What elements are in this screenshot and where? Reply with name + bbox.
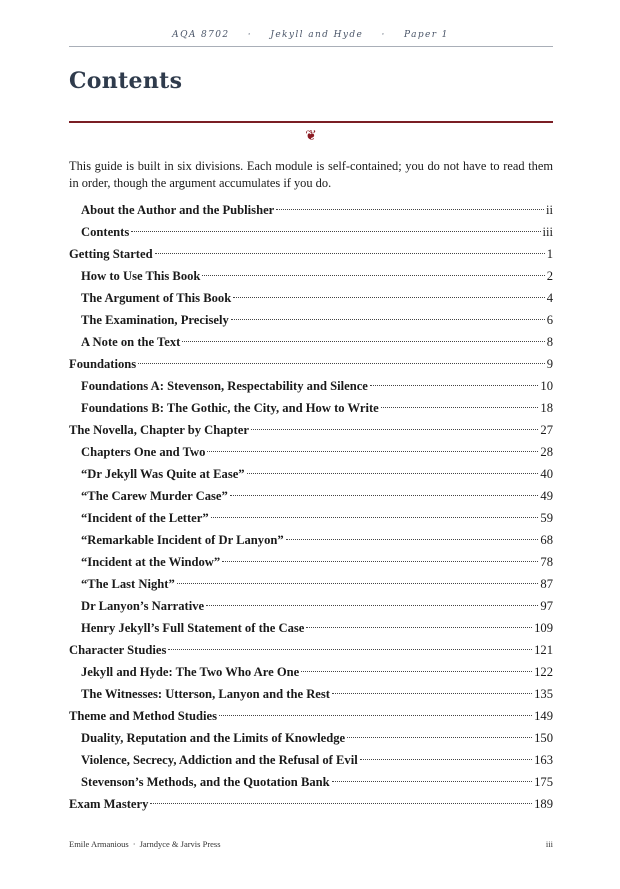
dot-leader	[286, 539, 539, 540]
footer-page-number: iii	[545, 839, 553, 849]
toc-page-number: 28	[540, 445, 553, 459]
toc-entry-title: The Argument of This Book	[81, 291, 232, 305]
toc-page-number: 49	[540, 489, 553, 503]
header-separator: ·	[381, 30, 386, 40]
toc-entry[interactable]	[69, 683, 553, 705]
dot-leader	[222, 561, 538, 562]
toc-page-number: iii	[542, 225, 553, 239]
toc-page-number: 122	[534, 665, 553, 679]
toc-entry-title: Character Studies	[69, 643, 167, 657]
toc-page-number: 189	[534, 797, 553, 811]
toc-page-number: 78	[540, 555, 553, 569]
dot-leader	[381, 407, 539, 408]
dot-leader	[251, 429, 538, 430]
toc-entry-title: Theme and Method Studies	[69, 709, 217, 723]
dot-leader	[168, 649, 532, 650]
toc-entry-title: “Incident at the Window”	[81, 555, 221, 569]
toc-entry-title: Jekyll and Hyde: The Two Who Are One	[81, 665, 300, 679]
toc-entry-title: Duality, Reputation and the Limits of Knowledge	[81, 731, 346, 745]
toc-entry-title: Getting Started	[69, 247, 153, 261]
header-rule	[69, 46, 553, 47]
toc-section-entry[interactable]	[69, 639, 553, 661]
dot-leader	[230, 495, 539, 496]
footer-credit	[69, 839, 221, 849]
toc-section-entry[interactable]	[69, 353, 553, 375]
toc-entry[interactable]	[69, 485, 553, 507]
dot-leader	[131, 231, 540, 232]
toc-entry[interactable]	[69, 441, 553, 463]
dot-leader	[219, 715, 532, 716]
toc-entry-title: Stevenson’s Methods, and the Quotation Bank	[81, 775, 330, 789]
toc-entry-title: “The Carew Murder Case”	[81, 489, 228, 503]
toc-entry[interactable]	[69, 573, 553, 595]
toc-entry-title: Foundations	[69, 357, 137, 371]
toc-entry[interactable]	[69, 661, 553, 683]
toc-entry[interactable]	[69, 529, 553, 551]
header-code: AQA 8702	[172, 30, 230, 40]
dot-leader	[332, 693, 532, 694]
toc-page-number: 8	[546, 335, 553, 349]
dot-leader	[150, 803, 532, 804]
toc-entry-title: Foundations B: The Gothic, the City, and How to Write	[81, 401, 379, 415]
dot-leader	[231, 319, 545, 320]
toc-page-number: 2	[546, 269, 553, 283]
toc-page-number: 121	[534, 643, 553, 657]
toc-entry-title: Foundations A: Stevenson, Respectability and Silence	[81, 379, 368, 393]
footer-separator: ·	[132, 839, 136, 849]
toc-entry[interactable]	[69, 265, 553, 287]
toc-entry-title: Exam Mastery	[69, 797, 149, 811]
toc-entry[interactable]	[69, 551, 553, 573]
toc-entry-title: “Dr Jekyll Was Quite at Ease”	[81, 467, 245, 481]
dot-leader	[182, 341, 544, 342]
toc-entry-title: How to Use This Book	[81, 269, 201, 283]
toc-entry[interactable]	[69, 617, 553, 639]
dot-leader	[247, 473, 539, 474]
toc-page-number: ii	[546, 203, 553, 217]
toc-page-number: 40	[540, 467, 553, 481]
toc-page-number: 163	[534, 753, 553, 767]
table-of-contents	[69, 199, 553, 815]
footer-author: Emile Armanious	[69, 839, 129, 849]
dot-leader	[306, 627, 532, 628]
dot-leader	[276, 209, 544, 210]
toc-entry[interactable]	[69, 771, 553, 793]
dot-leader	[138, 363, 545, 364]
dot-leader	[301, 671, 532, 672]
toc-section-entry[interactable]	[69, 793, 553, 815]
toc-entry[interactable]	[69, 595, 553, 617]
toc-entry[interactable]	[69, 749, 553, 771]
toc-page-number: 4	[546, 291, 553, 305]
toc-page-number: 175	[534, 775, 553, 789]
toc-page-number: 150	[534, 731, 553, 745]
dot-leader	[360, 759, 532, 760]
toc-entry-title: Violence, Secrecy, Addiction and the Refusal of Evil	[81, 753, 358, 767]
running-header	[69, 30, 552, 40]
dot-leader	[370, 385, 539, 386]
toc-entry-title: The Witnesses: Utterson, Lanyon and the Rest	[81, 687, 330, 701]
toc-entry-title: “Remarkable Incident of Dr Lanyon”	[81, 533, 284, 547]
toc-entry-title: Contents	[81, 225, 130, 239]
dot-leader	[233, 297, 544, 298]
toc-entry-title: The Novella, Chapter by Chapter	[69, 423, 249, 437]
toc-entry-title: “Incident of the Letter”	[81, 511, 209, 525]
footer-publisher: Jarndyce & Jarvis Press	[139, 839, 221, 849]
toc-entry[interactable]	[69, 375, 553, 397]
dot-leader	[202, 275, 544, 276]
toc-entry[interactable]	[69, 463, 553, 485]
header-separator: ·	[247, 30, 253, 40]
dot-leader	[206, 605, 538, 606]
toc-entry-title: Dr Lanyon’s Narrative	[81, 599, 205, 613]
running-footer	[69, 839, 553, 849]
dot-leader	[332, 781, 532, 782]
toc-page-number: 68	[540, 533, 553, 547]
header-paper: Paper 1	[404, 30, 449, 40]
toc-page-number: 6	[546, 313, 553, 327]
toc-entry-title: About the Author and the Publisher	[81, 203, 275, 217]
page-title: Contents	[69, 68, 183, 94]
dot-leader	[177, 583, 539, 584]
toc-entry[interactable]	[69, 727, 553, 749]
toc-page-number: 18	[540, 401, 553, 415]
toc-entry-title: Chapters One and Two	[81, 445, 206, 459]
toc-page-number: 9	[546, 357, 553, 371]
dot-leader	[155, 253, 545, 254]
dot-leader	[211, 517, 539, 518]
toc-entry[interactable]	[69, 507, 553, 529]
toc-entry[interactable]	[69, 397, 553, 419]
toc-page-number: 27	[540, 423, 553, 437]
toc-entry-title: “The Last Night”	[81, 577, 175, 591]
toc-entry-title: A Note on the Text	[81, 335, 181, 349]
toc-page-number: 10	[540, 379, 553, 393]
dot-leader	[347, 737, 532, 738]
toc-entry[interactable]	[69, 199, 553, 221]
toc-page-number: 1	[546, 247, 553, 261]
toc-entry[interactable]	[69, 221, 553, 243]
toc-entry[interactable]	[69, 331, 553, 353]
toc-section-entry[interactable]	[69, 419, 553, 441]
toc-section-entry[interactable]	[69, 243, 553, 265]
title-rule	[69, 121, 553, 123]
toc-page-number: 97	[540, 599, 553, 613]
toc-entry-title: The Examination, Precisely	[81, 313, 229, 327]
toc-page-number: 135	[534, 687, 553, 701]
toc-entry[interactable]	[69, 287, 553, 309]
fleuron-icon: ❦	[305, 128, 317, 144]
toc-page-number: 59	[540, 511, 553, 525]
header-title: Jekyll and Hyde	[270, 30, 364, 40]
intro-paragraph: This guide is built in six divisions. Each module is self-contained; you do not have to read them in order, though the argument accumulates if you do.	[69, 159, 553, 190]
toc-page-number: 149	[534, 709, 553, 723]
dot-leader	[207, 451, 538, 452]
toc-page-number: 109	[534, 621, 553, 635]
toc-section-entry[interactable]	[69, 705, 553, 727]
toc-entry[interactable]	[69, 309, 553, 331]
toc-page-number: 87	[540, 577, 553, 591]
toc-entry-title: Henry Jekyll’s Full Statement of the Case	[81, 621, 305, 635]
